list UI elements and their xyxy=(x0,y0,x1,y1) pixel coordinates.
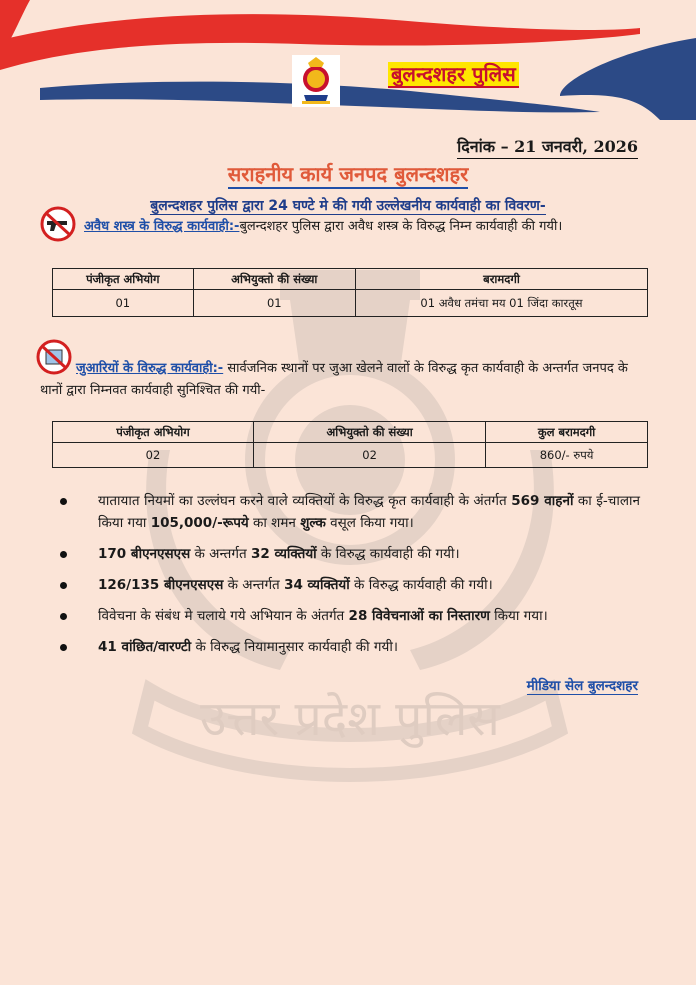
table-header-row xyxy=(53,269,648,290)
arms-section-heading: अवैध शस्त्र के विरुद्ध कार्यवाही:- xyxy=(84,219,240,234)
action-bullet-list xyxy=(58,490,640,667)
table-header-cell: पंजीकृत अभियोग xyxy=(53,269,194,290)
item-emphasis: 32 व्यक्तियों xyxy=(250,546,317,562)
table-header-cell: कुल बरामदगी xyxy=(486,422,648,443)
bullet-icon xyxy=(60,613,67,620)
list-item xyxy=(58,543,640,565)
item-text: वसूल किया गया। xyxy=(325,515,414,531)
item-emphasis: 34 व्यक्तियों xyxy=(284,577,350,593)
up-police-emblem-icon xyxy=(292,55,340,107)
table-header-row xyxy=(53,422,648,443)
table-header-cell: बरामदगी xyxy=(355,269,647,290)
table-row xyxy=(53,290,648,317)
header-banner xyxy=(0,0,696,120)
bullet-icon xyxy=(60,498,67,505)
item-text: विवेचना के संबंध मे चलाये गये अभियान के अंतर्गत xyxy=(98,608,349,624)
table-cell: 01 xyxy=(193,290,355,317)
item-emphasis: 170 बीएनएसएस xyxy=(98,546,191,562)
arms-section-body: बुलन्दशहर पुलिस द्वारा अवैध शस्त्र के विरुद्ध निम्न कार्यवाही की गयी। xyxy=(239,219,563,234)
table-header-cell: अभियुक्तो की संख्या xyxy=(193,269,355,290)
list-item xyxy=(58,490,640,534)
table-cell: 02 xyxy=(254,443,486,468)
item-text: यातायात नियमों का उल्लंघन करने वाले व्यक्तियों के विरुद्ध कृत कार्यवाही के अंतर्गत xyxy=(98,493,512,509)
item-emphasis: 126/135 बीएनएसएस xyxy=(98,577,224,593)
gambling-section-body: सार्वजनिक स्थानों पर जुआ खेलने वालों के विरुद्ध कृत कार्यवाही के अन्तर्गत जनपद के थानों द्वारा निम्नवत कार्यवाही सुनिश्चित की गयी- xyxy=(40,361,628,398)
table-header-cell: पंजीकृत अभियोग xyxy=(53,422,254,443)
table-cell: 02 xyxy=(53,443,254,468)
watermark-text: उत्तर प्रदेश पुलिस xyxy=(200,691,500,747)
item-emphasis: शुल्क xyxy=(300,515,326,531)
gambling-table xyxy=(52,421,648,468)
list-item xyxy=(58,605,640,627)
item-emphasis: 41 वांछित/वारण्टी xyxy=(98,639,192,655)
media-cell-signature: मीडिया सेल बुलन्दशहर xyxy=(526,678,638,694)
item-emphasis: 105,000/-रूपये xyxy=(150,515,249,531)
bullet-icon xyxy=(60,644,67,651)
item-emphasis: 569 वाहनों xyxy=(511,493,574,509)
item-text: के विरुद्ध कार्यवाही की गयी। xyxy=(349,577,493,593)
arms-table xyxy=(52,268,648,317)
item-text: का शमन xyxy=(248,515,301,531)
page-subtitle-text: बुलन्दशहर पुलिस द्वारा 24 घण्टे मे की गयी उल्लेखनीय कार्यवाही का विवरण- xyxy=(150,198,546,214)
gambling-section-heading: जुआरियों के विरुद्ध कार्यवाही:- xyxy=(76,361,224,376)
brand-title: बुलन्दशहर पुलिस xyxy=(388,62,519,88)
item-text: के अन्तर्गत xyxy=(190,546,251,562)
item-text: किया गया। xyxy=(489,608,548,624)
table-header-cell: अभियुक्तो की संख्या xyxy=(254,422,486,443)
list-item xyxy=(58,636,640,658)
bullet-icon xyxy=(60,551,67,558)
table-cell: 01 xyxy=(53,290,194,317)
gambling-section-text xyxy=(40,358,640,402)
list-item xyxy=(58,574,640,596)
page-title-text: सराहनीय कार्य जनपद बुलन्दशहर xyxy=(228,162,469,189)
item-text: के अन्तर्गत xyxy=(223,577,285,593)
table-cell: 01 अवैध तमंचा मय 01 जिंदा कारतूस xyxy=(355,290,647,317)
item-text: के विरुद्ध कार्यवाही की गयी। xyxy=(316,546,460,562)
item-text: के विरुद्ध नियामानुसार कार्यवाही की गयी। xyxy=(191,639,398,655)
item-emphasis: 28 विवेचनाओं का निस्तारण xyxy=(348,608,490,624)
page-title xyxy=(0,160,696,187)
page-subtitle xyxy=(0,196,696,215)
arms-section-text xyxy=(40,216,640,238)
table-cell: 860/- रुपये xyxy=(486,443,648,468)
date-label: दिनांक – 21 जनवरी, 2026 xyxy=(457,135,638,159)
item-text: का ई-चालान किया गया xyxy=(98,493,640,531)
bullet-icon xyxy=(60,582,67,589)
table-row xyxy=(53,443,648,468)
